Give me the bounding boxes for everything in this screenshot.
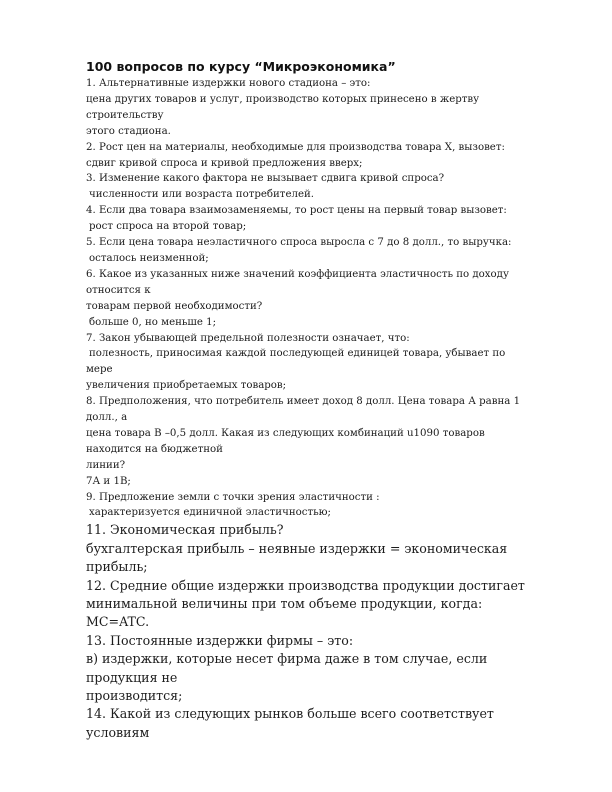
text-line: долл., а [86,412,128,424]
text-line: численности или возраста потребителей. [89,189,315,201]
document-body [86,58,554,742]
text-line: полезность, приносимая каждой последующей единицей товара, убывает по [89,348,506,360]
text-line: 11. Экономическая прибыль? [86,522,284,538]
text-line: 13. Постоянные издержки фирмы – это: [86,632,354,648]
text-line: находится на бюджетной [86,443,223,455]
text-line: увеличения приобретаемых товаров; [86,380,287,392]
text-line: производится; [86,688,183,704]
text-line: 4. Если два товара взаимозаменяемы, то рост цены на первый товар вызовет: [86,205,507,217]
text-line: условиям [86,724,150,740]
text-line: строительству [86,109,164,121]
questions-block-small [86,76,554,521]
text-line: линии? [86,459,126,471]
text-line: бухгалтерская прибыль – неявные издержки = экономическая [86,540,508,556]
text-line: 1. Альтернативные издержки нового стадиона – это: [86,78,371,89]
text-line: 12. Средние общие издержки производства продукции достигает [86,577,525,593]
text-line: этого стадиона. [86,125,171,137]
text-line: осталось неизменной; [89,252,209,264]
text-line: больше 0, но меньше 1; [89,316,217,328]
text-line: характеризуется единичной эластичностью; [89,507,331,519]
text-line: 7. Закон убывающей предельной полезности означает, что: [86,332,410,344]
text-line: цена товара В –0,5 долл. Какая из следующих комбинаций u1090 товаров [86,427,485,439]
text-line: сдвиг кривой спроса и кривой предложения вверх; [86,157,363,169]
document-title: 100 вопросов по курсу “Микроэкономика” [86,59,396,74]
text-line: относится к [86,284,151,296]
text-line: 3. Изменение какого фактора не вызывает сдвига кривой спроса? [86,173,445,185]
text-line: 2. Рост цен на материалы, необходимые для производства товара X, вызовет: [86,141,505,153]
text-line: рост спроса на второй товар; [89,221,247,233]
text-line: 8. Предположения, что потребитель имеет доход 8 долл. Цена товара А равна 1 [86,396,521,408]
text-line: товарам первой необходимости? [86,300,263,312]
text-line: цена других товаров и услуг, производство которых принесено в жертву [86,93,480,105]
text-line: минимальной величины при том объеме продукции, когда: [86,596,483,611]
text-line: 7А и 1В; [86,475,131,487]
text-line: в) издержки, которые несет фирма даже в том случае, если [86,651,488,667]
questions-block-large [86,521,554,742]
text-line: 14. Какой из следующих рынков больше всего соответствует [86,706,494,722]
text-line: мере [86,364,113,376]
text-line: продукция не [86,669,178,685]
text-line: MC=ATC. [86,614,150,630]
text-line: 5. Если цена товара неэластичного спроса выросла с 7 до 8 долл., то выручка: [86,237,512,249]
text-line: 6. Какое из указанных ниже значений коэффициента эластичность по доходу [86,268,509,280]
text-line: прибыль; [86,559,148,575]
text-line: 9. Предложение земли с точки зрения эластичности : [86,491,380,503]
